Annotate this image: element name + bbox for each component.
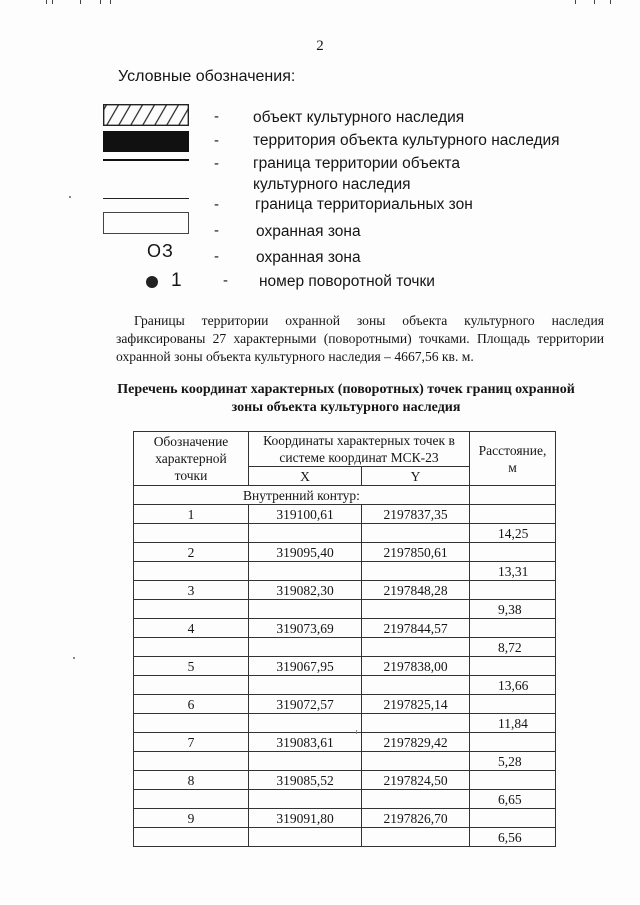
empty-cell xyxy=(134,562,249,581)
legend-text-turning-point: номер поворотной точки xyxy=(259,273,435,290)
section-label: Внутренний контур: xyxy=(134,486,470,505)
table-body xyxy=(134,505,556,847)
table-row xyxy=(134,505,556,524)
y-cell: 2197850,61 xyxy=(362,543,470,562)
empty-cell xyxy=(134,676,249,695)
empty-cell xyxy=(362,638,470,657)
oz-label: ОЗ xyxy=(147,241,174,261)
legend-dash: - xyxy=(214,108,219,125)
y-cell: 2197837,35 xyxy=(362,505,470,524)
empty-cell xyxy=(134,714,249,733)
turning-point-dot-icon xyxy=(146,276,158,288)
x-cell: 319095,40 xyxy=(249,543,362,562)
empty-cell xyxy=(249,752,362,771)
legend-dash: - xyxy=(214,222,219,239)
legend-dash: - xyxy=(214,196,219,213)
empty-cell xyxy=(249,676,362,695)
distance-cell: 9,38 xyxy=(470,600,556,619)
empty-cell xyxy=(470,771,556,790)
empty-cell xyxy=(249,524,362,543)
empty-cell xyxy=(470,505,556,524)
empty-cell xyxy=(470,657,556,676)
y-cell: 2197824,50 xyxy=(362,771,470,790)
legend-text-territory-border: граница территории объекта xyxy=(253,155,460,172)
point-cell: 4 xyxy=(134,619,249,638)
empty-cell xyxy=(470,486,556,505)
x-cell: 319100,61 xyxy=(249,505,362,524)
table-row xyxy=(134,581,556,600)
empty-cell xyxy=(134,790,249,809)
outline-rect-symbol xyxy=(103,212,189,234)
y-cell: 2197825,14 xyxy=(362,695,470,714)
point-cell: 7 xyxy=(134,733,249,752)
empty-cell xyxy=(362,790,470,809)
thick-line-symbol xyxy=(103,159,189,161)
point-cell: 5 xyxy=(134,657,249,676)
header-x: X xyxy=(249,467,362,486)
table-row xyxy=(134,619,556,638)
empty-cell xyxy=(249,562,362,581)
empty-cell xyxy=(470,733,556,752)
table-row xyxy=(134,733,556,752)
legend-text-cultural-object: объект культурного наследия xyxy=(253,109,465,126)
x-cell: 319091,80 xyxy=(249,809,362,828)
table-row-distance xyxy=(134,714,556,733)
empty-cell xyxy=(249,790,362,809)
legend-text-oz: охранная зона xyxy=(256,249,361,266)
distance-cell: 8,72 xyxy=(470,638,556,657)
legend-dash: - xyxy=(223,272,228,289)
table-row-distance xyxy=(134,676,556,695)
y-cell: 2197848,28 xyxy=(362,581,470,600)
coordinates-table xyxy=(133,431,556,847)
point-cell: 8 xyxy=(134,771,249,790)
table-row-distance xyxy=(134,790,556,809)
table-row-distance xyxy=(134,828,556,847)
empty-cell xyxy=(249,600,362,619)
y-cell: 2197838,00 xyxy=(362,657,470,676)
thin-line-symbol xyxy=(103,198,189,199)
distance-cell: 13,66 xyxy=(470,676,556,695)
scan-speck xyxy=(356,730,357,734)
empty-cell xyxy=(134,638,249,657)
legend-text-zone-border: граница территориальных зон xyxy=(255,196,473,213)
header-point: Обозначение характерной точки xyxy=(134,432,249,486)
header-y: Y xyxy=(362,467,470,486)
y-cell: 2197826,70 xyxy=(362,809,470,828)
empty-cell xyxy=(134,828,249,847)
legend-dash: - xyxy=(214,132,219,149)
x-cell: 319073,69 xyxy=(249,619,362,638)
table-row xyxy=(134,657,556,676)
table-row-distance xyxy=(134,562,556,581)
legend-dash: - xyxy=(214,155,219,172)
empty-cell xyxy=(134,752,249,771)
point-cell: 3 xyxy=(134,581,249,600)
empty-cell xyxy=(362,714,470,733)
distance-cell: 5,28 xyxy=(470,752,556,771)
table-row-distance xyxy=(134,638,556,657)
table-title xyxy=(86,381,606,417)
empty-cell xyxy=(470,543,556,562)
empty-cell xyxy=(249,828,362,847)
x-cell: 319067,95 xyxy=(249,657,362,676)
point-cell: 1 xyxy=(134,505,249,524)
solid-black-rect-symbol xyxy=(103,131,189,152)
header-distance: Расстояние, м xyxy=(470,432,556,486)
distance-cell: 6,56 xyxy=(470,828,556,847)
distance-cell: 11,84 xyxy=(470,714,556,733)
empty-cell xyxy=(362,600,470,619)
page-number: 2 xyxy=(316,38,324,54)
x-cell: 319083,61 xyxy=(249,733,362,752)
table-row xyxy=(134,695,556,714)
empty-cell xyxy=(362,524,470,543)
empty-cell xyxy=(470,619,556,638)
empty-cell xyxy=(134,600,249,619)
empty-cell xyxy=(470,581,556,600)
point-cell: 6 xyxy=(134,695,249,714)
empty-cell xyxy=(470,809,556,828)
page-top-edge xyxy=(0,0,640,6)
empty-cell xyxy=(362,752,470,771)
empty-cell xyxy=(249,714,362,733)
empty-cell xyxy=(362,676,470,695)
table-title-line-2: зоны объекта культурного наследия xyxy=(231,400,461,415)
x-cell: 319085,52 xyxy=(249,771,362,790)
distance-cell: 6,65 xyxy=(470,790,556,809)
empty-cell xyxy=(362,562,470,581)
legend-text-object-territory: территория объекта культурного наследия xyxy=(253,132,560,149)
distance-cell: 14,25 xyxy=(470,524,556,543)
table-row xyxy=(134,809,556,828)
x-cell: 319072,57 xyxy=(249,695,362,714)
scan-speck xyxy=(73,657,75,659)
empty-cell xyxy=(249,638,362,657)
hatched-rect-symbol xyxy=(103,104,189,126)
empty-cell xyxy=(134,524,249,543)
table-row-distance xyxy=(134,524,556,543)
empty-cell xyxy=(470,695,556,714)
header-coordinates: Координаты характерных точек в системе координат МСК-23 xyxy=(249,432,470,467)
legend-dash: - xyxy=(214,248,219,265)
scan-speck xyxy=(69,196,71,198)
point-cell: 9 xyxy=(134,809,249,828)
table-title-line-1: Перечень координат характерных (поворотных) точек границ охранной xyxy=(117,382,575,397)
y-cell: 2197829,42 xyxy=(362,733,470,752)
distance-cell: 13,31 xyxy=(470,562,556,581)
empty-cell xyxy=(362,828,470,847)
x-cell: 319082,30 xyxy=(249,581,362,600)
legend-text-territory-border-2: культурного наследия xyxy=(253,176,411,193)
table-row-distance xyxy=(134,752,556,771)
point-cell: 2 xyxy=(134,543,249,562)
description-paragraph: Границы территории охранной зоны объекта культурного наследия зафиксированы 27 характерными (поворотными) точками. Площадь территории охранной зоны объекта культурного наследия – 4667,56 кв. м. xyxy=(116,313,604,364)
turning-point-number: 1 xyxy=(171,270,182,291)
legend-text-protection-zone: охранная зона xyxy=(256,223,361,240)
table-row xyxy=(134,771,556,790)
table-row xyxy=(134,543,556,562)
legend-title: Условные обозначения: xyxy=(118,68,296,85)
y-cell: 2197844,57 xyxy=(362,619,470,638)
table-row-distance xyxy=(134,600,556,619)
